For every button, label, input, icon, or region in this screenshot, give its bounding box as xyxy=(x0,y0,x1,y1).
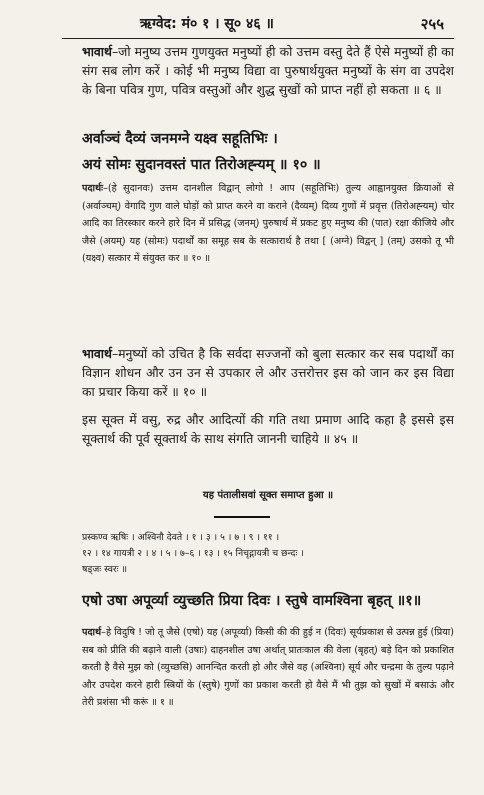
meta-line-3: षड्जः स्वरः ॥ xyxy=(82,564,128,575)
padarth-block-1 xyxy=(82,180,454,268)
padarth-text: –हे विदुषि ! जो तू जैसे (एषो) यह (अपूर्व्या) किसी की की हुई न (दिवः) सूर्यप्रकाश से उत्पन्न हुई (प्रिया) सब को प्रीति की बढ़ाने वाली (उषाः) दाहनशील उषा अर्थात् प्रातःकाल की वेला (बृहत्) बड़े दिन को प्रकाशित करती है वैसे मुझ को (व्युच्छसि) आनन्दित करती हो और जैसे वह (अश्विना) सूर्य और चन्द्रमा के तुल्य पढ़ाने और उपदेश करने हारी स्त्रियों के (स्तुषे) गुणों का प्रकाश करती हो वैसे मैं भी तुझ को सुखों में बसाऊं और तेरी प्रशंसा भी करूं ॥ १ ॥ xyxy=(82,627,454,709)
sukta-end-block xyxy=(82,487,454,501)
meta-line-1: प्रस्कण्व ऋषिः । अश्विनौ देवते । १ । ३ । ५ । ७ । ९ । ११ । xyxy=(82,532,280,543)
closing-block xyxy=(82,410,454,448)
bhavarth-label: भावार्थ xyxy=(82,44,112,59)
padarth-block-2 xyxy=(82,624,454,712)
bhavarth-text: –मनुष्यों को उचित है कि सर्वदा सज्जनों को बुला सत्कार कर सब पदार्थों का विज्ञान शोधन और उन उन से उपकार ले और उत्तरोत्तर इस को जान कर इस विद्या का प्रचार किया करें ॥ १० ॥ xyxy=(82,346,454,399)
padarth-paragraph xyxy=(82,180,454,268)
padarth-paragraph xyxy=(82,624,454,712)
padarth-text: –(हे सुदानवः) उत्तम दानशील विद्वान् लोगो ! आप (सहूतिभिः) तुल्य आह्वानयुक्त क्रियाओं से (अर्वाञ्चम्) वेगादि गुण वाले घोड़ों को प्राप्त करने वा कराने (दैव्यम्) दिव्य गुणों में प्रवृत्त (तिरोअह्न्यम्) चोर आदि का तिरस्कार करने हारे दिन में प्रसिद्ध (जनम्) पुरुषार्थ में प्रकट हुए मनुष्य की (पात) रक्षा कीजिये और जैसे (अयम्) यह (सोमः) पदार्थों का समूह सब के सत्कारार्थ है तथा [ (अग्ने) विद्वन् ] (तम्) उसको तू भी (यक्ष्व) सत्कार में संयुक्त कर ॥ १० ॥ xyxy=(82,183,454,265)
mantra-line: एषो उषा अपूर्व्या व्युच्छति प्रिया दिवः । स्तुषे वामश्विना बृहत् ॥१॥ xyxy=(82,593,422,609)
bhavarth-paragraph xyxy=(82,344,454,401)
bhavarth-block-2 xyxy=(82,344,454,401)
section-divider xyxy=(214,516,270,518)
padarth-label: पदार्थः xyxy=(82,183,104,194)
bhavarth-text: –जो मनुष्य उत्तम गुणयुक्त मनुष्यों ही को उत्तम वस्तु देते हैं ऐसे मनुष्यों ही का संग सब लोग करें । कोई भी मनुष्य विद्या वा पुरुषार्थयुक्त मनुष्यों के संग वा उपदेश के बिना पवित्र गुण, पवित्र वस्तुओं और शुद्ध सुखों को प्राप्त नहीं हो सकता ॥ ६ ॥ xyxy=(82,44,454,97)
running-title: ऋग्वेद: मं० १ । सू० ४६ ॥ xyxy=(140,16,274,32)
header-rule xyxy=(62,38,454,39)
closing-paragraph: इस सूक्त में वसु, रुद्र और आदित्यों की गति तथा प्रमाण आदि कहा है इससे इस सूक्तार्थ की पूर्व सूक्तार्थ के साथ संगति जाननी चाहिये ॥ ४५ ॥ xyxy=(82,412,454,446)
mantra-block-1 xyxy=(82,588,454,614)
page-number: २५५ xyxy=(420,15,444,33)
mantra-line-1: अर्वाञ्चं दैव्यं जनमग्ने यक्ष्व सहूतिभिः । xyxy=(82,131,278,147)
sukta-end-line: यह पंतालीसवां सूक्त समाप्त हुआ ॥ xyxy=(202,490,334,501)
mantra-line-2: अयं सोमः सुदानवस्तं पात तिरोअह्न्यम् ॥ १० ॥ xyxy=(82,157,321,173)
page-header xyxy=(0,6,484,46)
bhavarth-label: भावार्थ xyxy=(82,346,112,361)
meta-line-2: १२ । १४ गायत्री २ । ४ । ५ । ७–६ । १३ । १५ निचृद्गायत्री च छन्दः । xyxy=(82,548,304,559)
padarth-label: पदार्थ xyxy=(82,627,102,638)
mantra-block-10 xyxy=(82,126,454,178)
bhavarth-paragraph xyxy=(82,42,454,99)
meta-block xyxy=(82,530,454,578)
bhavarth-block-1 xyxy=(82,42,454,99)
